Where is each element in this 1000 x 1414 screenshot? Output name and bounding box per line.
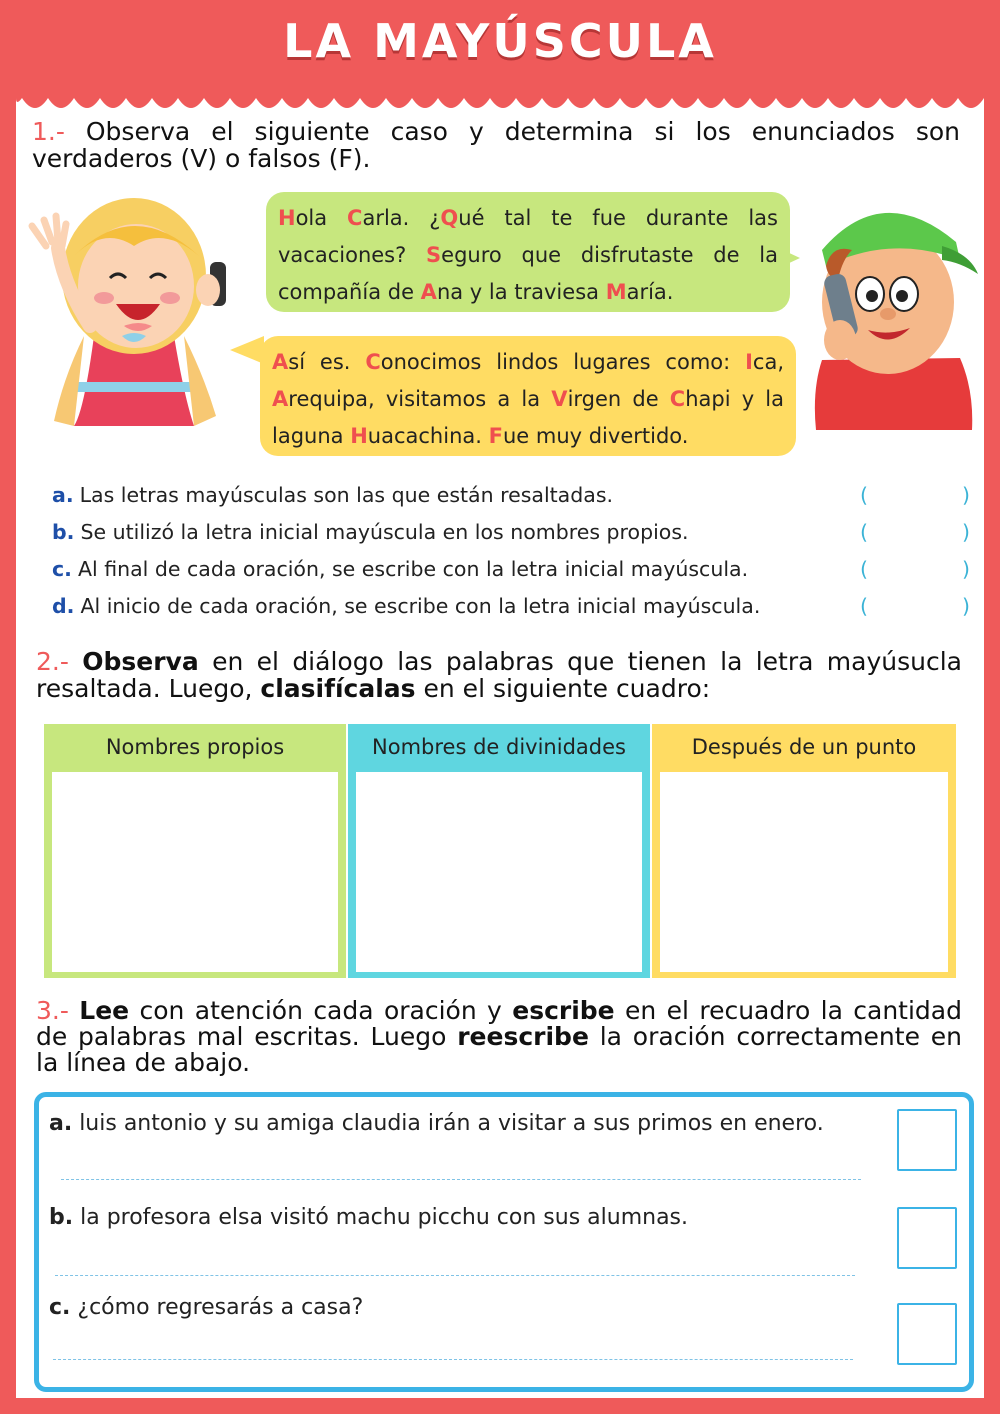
vf-answer-slot[interactable]: [860, 552, 970, 586]
count-box-b[interactable]: [897, 1207, 957, 1269]
open-paren: (: [860, 520, 868, 544]
highlighted-capital: A: [272, 350, 289, 374]
statement-text: Las letras mayúsculas son las que están resaltadas.: [79, 483, 614, 507]
dialog-text: aría.: [626, 280, 674, 304]
statement-letter: a.: [52, 483, 74, 507]
highlighted-capital: H: [278, 206, 296, 230]
statement-letter: d.: [52, 594, 75, 618]
table-column-nombres-propios: [44, 724, 346, 978]
table-column-nombres-divinidades: [348, 724, 650, 978]
highlighted-capital: C: [365, 350, 381, 374]
question-2-text-1: en el diálogo las palabras que tienen la letra mayúsucla resaltada. Luego,: [36, 647, 963, 703]
table-answer-cell[interactable]: [660, 772, 948, 972]
count-box-c[interactable]: [897, 1303, 957, 1365]
sentence-letter: c.: [49, 1295, 71, 1320]
highlighted-capital: M: [605, 280, 627, 304]
dialog-text: sí es.: [288, 350, 366, 374]
sentence-c: [49, 1295, 363, 1320]
count-box-a[interactable]: [897, 1109, 957, 1171]
highlighted-capital: C: [347, 206, 363, 230]
question-2-bold-clasificalas: clasifícalas: [260, 674, 416, 703]
answer-line-a[interactable]: [61, 1179, 861, 1180]
question-2: [36, 648, 962, 702]
table-column-despues-de-un-punto: [652, 724, 956, 978]
dialog-text: ué tal te fue durante las vacaciones?: [278, 206, 778, 267]
highlighted-capital: S: [426, 243, 442, 267]
open-paren: (: [860, 557, 868, 581]
statement-letter: c.: [52, 557, 72, 581]
dialog-text: irgen de: [567, 387, 670, 411]
highlighted-capital: A: [420, 280, 437, 304]
highlighted-capital: A: [272, 387, 289, 411]
statement-row: [52, 552, 972, 586]
statement-letter: b.: [52, 520, 75, 544]
statement-text: Al inicio de cada oración, se escribe con la letra inicial mayúscula.: [80, 594, 761, 618]
sentence-a: [49, 1111, 824, 1136]
question-3-number: 3.-: [36, 996, 69, 1025]
sentence-text: la profesora elsa visitó machu picchu con sus alumnas.: [73, 1205, 689, 1230]
sentence-text: luis antonio y su amiga claudia irán a visitar a sus primos en enero.: [72, 1111, 824, 1136]
question-1-text: Observa el siguiente caso y determina si los enunciados son verdaderos (V) o falsos (F).: [32, 117, 960, 173]
dialog-text: eguro que disfrutaste de la compañía de: [278, 243, 778, 304]
dialog-text: na y la traviesa: [436, 280, 606, 304]
question-3-text-1: con atención cada oración y: [129, 996, 513, 1025]
dialog-text: ca,: [752, 350, 784, 374]
highlighted-capital: V: [551, 387, 568, 411]
girl-illustration: [24, 186, 234, 426]
statement-row: [52, 589, 972, 623]
dialog-text: requipa, visitamos a la: [288, 387, 552, 411]
close-paren: ): [962, 520, 970, 544]
yellow-bubble-tail: [230, 336, 264, 364]
dialog-text: ola: [295, 206, 348, 230]
highlighted-capital: F: [488, 424, 503, 448]
question-2-bold-observa: Observa: [82, 647, 199, 676]
worksheet-page: [16, 0, 984, 1398]
dialog-bubble-girl: [260, 336, 796, 456]
statement-row: [52, 478, 972, 512]
boy-illustration: [792, 190, 982, 430]
statement-text: Al final de cada oración, se escribe con la letra inicial mayúscula.: [77, 557, 749, 581]
table-header: Después de un punto: [691, 735, 917, 759]
highlighted-capital: Q: [440, 206, 459, 230]
page-title: LA MAYÚSCULA: [283, 14, 717, 68]
sentence-letter: a.: [49, 1111, 73, 1136]
question-3-bold-reescribe: reescribe: [457, 1022, 589, 1051]
question-3-bold-escribe: escribe: [512, 996, 615, 1025]
table-header: Nombres propios: [105, 735, 285, 759]
question-1-number: 1.-: [32, 117, 65, 146]
vf-answer-slot[interactable]: [860, 478, 970, 512]
highlighted-capital: I: [745, 350, 753, 374]
sentences-box: [34, 1092, 974, 1392]
answer-line-c[interactable]: [53, 1359, 853, 1360]
question-3-text-2: en el recuadro la cantidad de palabras mal escritas. Luego: [36, 996, 962, 1051]
dialog-text: onocimos lindos lugares como:: [380, 350, 746, 374]
close-paren: ): [962, 483, 970, 507]
open-paren: (: [860, 483, 868, 507]
sentence-b: [49, 1205, 688, 1230]
table-answer-cell[interactable]: [52, 772, 338, 972]
close-paren: ): [962, 594, 970, 618]
dialog-bubble-boy: [266, 192, 790, 312]
statement-row: [52, 515, 972, 549]
statement-text: Se utilizó la letra inicial mayúscula en los nombres propios.: [80, 520, 689, 544]
dialog-text: arla. ¿: [362, 206, 441, 230]
sentence-text: ¿cómo regresarás a casa?: [70, 1295, 364, 1320]
vf-answer-slot[interactable]: [860, 515, 970, 549]
question-3-text-3: la oración correctamente en la línea de abajo.: [36, 1022, 962, 1077]
highlighted-capital: H: [350, 424, 368, 448]
question-2-number: 2.-: [36, 647, 69, 676]
open-paren: (: [860, 594, 868, 618]
highlighted-capital: C: [669, 387, 686, 411]
question-2-text-2: en el siguiente cuadro:: [415, 674, 711, 703]
answer-line-b[interactable]: [55, 1275, 855, 1276]
close-paren: ): [962, 557, 970, 581]
dialog-text: ue muy divertido.: [502, 424, 689, 448]
question-1: [32, 118, 960, 172]
header-scallop: [16, 92, 984, 118]
dialog-text: hapi y la laguna: [272, 387, 785, 448]
table-answer-cell[interactable]: [356, 772, 642, 972]
table-header: Nombres de divinidades: [372, 735, 626, 759]
dialog-text: uacachina.: [367, 424, 489, 448]
vf-answer-slot[interactable]: [860, 589, 970, 623]
sentence-letter: b.: [49, 1205, 74, 1230]
question-3-bold-lee: Lee: [79, 996, 130, 1025]
question-3: [36, 998, 962, 1076]
